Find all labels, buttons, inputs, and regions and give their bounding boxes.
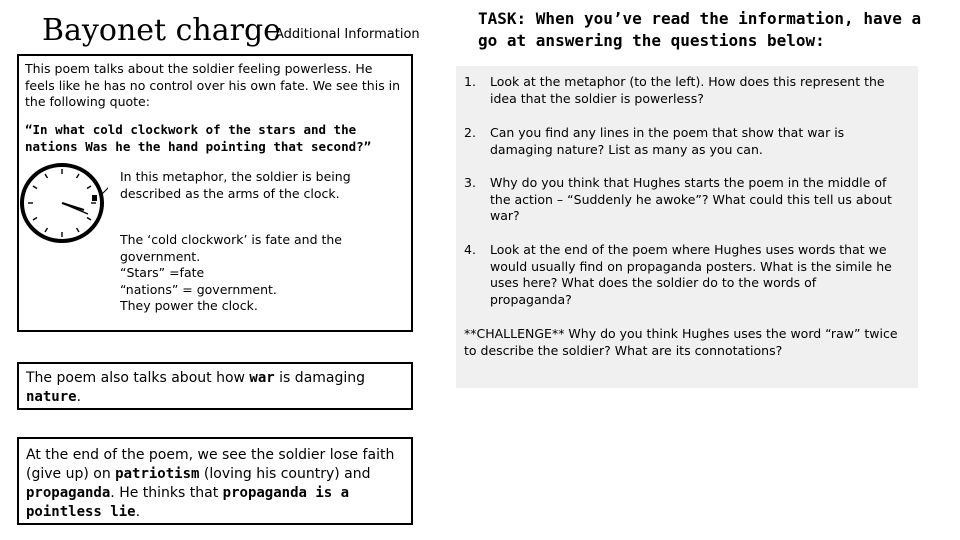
question-item (464, 74, 900, 107)
intro-text: This poem talks about the soldier feeling powerless. He feels like he has no control over his own fate. We see this in the following quote: (25, 61, 401, 109)
keyword-war: war (249, 370, 275, 386)
question-item (464, 242, 900, 308)
text-span: . (135, 504, 141, 520)
poem-quote: “In what cold clockwork of the stars and the nations Was he the hand pointing that second?” (25, 122, 372, 154)
patriotism-text (26, 446, 408, 522)
question-item (464, 125, 900, 158)
task-heading: TASK: When you’ve read the information, have a go at answering the questions below: (478, 9, 922, 50)
clockwork-line: “Stars” =fate (120, 265, 205, 280)
page-subtitle: Additional Information (275, 27, 420, 42)
keyword-pointless-lie: propaganda is a pointless lie (26, 485, 350, 520)
clockwork-line: “nations” = government. (120, 281, 277, 297)
question-item (464, 175, 900, 225)
keyword-propaganda: propaganda (26, 485, 111, 501)
text-span: . He thinks that (110, 485, 223, 501)
clock-crown (92, 195, 97, 201)
clock-image (18, 160, 108, 246)
keyword-nature: nature (26, 389, 77, 405)
page-title: Bayonet charge (42, 13, 281, 48)
questions-panel (456, 66, 918, 388)
war-nature-box (17, 362, 413, 410)
text-span: . (76, 389, 82, 405)
war-nature-text (26, 369, 406, 407)
question-text: Look at the end of the poem where Hughes uses words that we would usually find on propaganda posters. What is the simile he uses here? What does the soldier do to the words of propaganda? (490, 242, 892, 307)
question-number: 4. (464, 242, 476, 257)
keyword-patriotism: patriotism (115, 466, 200, 482)
question-text: Look at the metaphor (to the left). How does this represent the idea that the soldier is powerless? (490, 74, 885, 106)
challenge-question: **CHALLENGE** Why do you think Hughes uses the word “raw” twice to describe the soldier? What are its connotations? (464, 326, 898, 358)
clockwork-line: They power the clock. (120, 298, 258, 313)
question-text: Can you find any lines in the poem that show that war is damaging nature? List as many as you can. (490, 125, 845, 157)
patriotism-box (17, 437, 413, 525)
question-number: 3. (464, 175, 476, 190)
text-span: The poem also talks about how (26, 370, 250, 386)
question-number: 2. (464, 125, 476, 140)
text-span: (loving his country) and (199, 466, 371, 482)
question-number: 1. (464, 74, 476, 89)
clockwork-explanation (120, 232, 405, 315)
text-span: is damaging (274, 370, 366, 386)
question-text: Why do you think that Hughes starts the poem in the middle of the action – “Suddenly he awoke”? What could this tell us about war? (490, 175, 892, 223)
text-span: At the end of the poem, we see the soldier lose faith (give up) on (26, 447, 395, 482)
metaphor-text: In this metaphor, the soldier is being described as the arms of the clock. (120, 169, 351, 201)
clockwork-line: The ‘cold clockwork’ is fate and the government. (120, 232, 342, 264)
